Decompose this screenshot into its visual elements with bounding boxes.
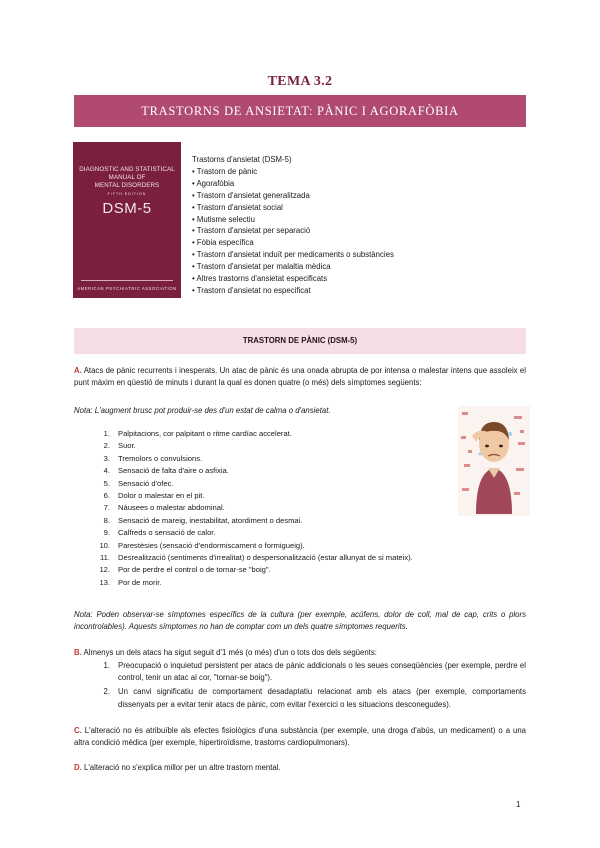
list-item: • Trastorn d'ansietat generalitzada: [192, 190, 310, 200]
criterion-b: [74, 647, 526, 659]
book-edition: FIFTH EDITION: [107, 192, 147, 196]
criterion-letter: D.: [74, 763, 82, 772]
criterion-c: [74, 725, 526, 749]
list-item: 1. Preocupació o inquietud persistent per atacs de pànic addicionals o les seues conseqüències (per exemple, perdre el control, tenir un atac al cor, "tornar-se boig").: [103, 661, 526, 683]
list-item: 3. Tremolors o convulsions.: [103, 453, 203, 463]
book-dsm5-label: DSM-5: [102, 200, 152, 217]
list-item: • Trastorn d'ansietat per malaltia mèdica: [192, 262, 331, 272]
list-item: 9. Calfreds o sensació de calor.: [103, 528, 216, 538]
list-item: 8. Sensació de mareig, inestabilitat, atordiment o desmai.: [103, 515, 303, 525]
criterion-text: Almenys un dels atacs ha sigut seguit d'1 més (o més) d'un o tots dos dels següents:: [81, 648, 377, 657]
list-item: 6. Dolor o malestar en el pit.: [103, 491, 205, 501]
list-item: • Trastorn de pànic: [192, 166, 258, 176]
criterion-letter: C.: [74, 726, 82, 735]
topic-number: TEMA 3.2: [267, 74, 333, 89]
book-title: DIAGNOSTIC AND STATISTICAL MANUAL OF MENTAL DISORDERS: [79, 166, 175, 189]
list-item: • Trastorn d'ansietat social: [192, 202, 283, 212]
section-header: [74, 328, 526, 354]
list-item: 2. Suor.: [103, 441, 136, 451]
criterion-b-list: [86, 660, 526, 711]
book-divider: [81, 280, 173, 281]
anxiety-disorders-list: [192, 154, 422, 297]
list-item: • Trastorn d'ansietat induït per medicaments o substàncies: [192, 250, 394, 260]
list-item: • Altres trastorns d'ansietat especificats: [192, 274, 328, 284]
list-item: • Trastorn d'ansietat no especificat: [192, 285, 311, 295]
section-title: TRASTORN DE PÀNIC (DSM-5): [242, 336, 358, 345]
list-item: • Trastorn d'ansietat per separació: [192, 226, 311, 236]
criterion-text: L'alteració no s'explica millor per un altre trastorn mental.: [81, 763, 281, 772]
topic-title: TRASTORNS DE ANSIETAT: PÀNIC I AGORAFÒBIA: [141, 104, 459, 118]
criterion-text: L'alteració no és atribuïble als efectes fisiològics d'una substància (per exemple, una droga d'abús, un medicament) o a una altra condició mèdica (per exemple, hipertiroïdisme, trastorns cardiopulmonars).: [74, 726, 526, 748]
list-item: 13. Por de morir.: [99, 577, 162, 587]
list-item: 12. Por de perdre el control o de tornar-se "boig".: [99, 565, 271, 575]
list-item: 10. Parestèsies (sensació d'endormiscament o formigueig).: [99, 540, 305, 550]
list-item: 2. Un canvi significatiu de comportament desadaptatiu relacionat amb els atacs (per exemple, comportaments dissenyats per a evitar tenir atacs de pànic, com evitar l'exercici o les situacions desconegudes).: [103, 687, 526, 709]
page-number: 1: [516, 800, 521, 809]
list-item: • Fòbia específica: [192, 238, 254, 248]
list-heading: Trastorns d'ansietat (DSM-5): [192, 155, 292, 164]
criterion-text: Atacs de pànic recurrents i inesperats. Un atac de pànic és una onada abrupta de por intensa o malestar intens que assoleix el punt màxim en qüestió de minuts i durant la qual es donen quatre (o més) dels símptomes següents:: [74, 366, 526, 388]
criterion-letter: A.: [74, 366, 82, 375]
list-item: 11. Desrealització (sentiments d'irrealitat) o despersonalització (estar allunyat de si mateix).: [100, 553, 413, 563]
criterion-a: [74, 365, 526, 389]
criterion-letter: B.: [74, 648, 82, 657]
book-publisher: AMERICAN PSYCHIATRIC ASSOCIATION: [77, 286, 177, 291]
topic-title-banner: [74, 95, 526, 127]
list-item: 7. Nàusees o malestar abdominal.: [103, 503, 225, 513]
list-item: 4. Sensació de falta d'aire o asfixia.: [103, 466, 229, 476]
symptom-list: [86, 428, 416, 589]
note-onset: Nota: L'augment brusc pot produir-se des d'un estat de calma o d'ansietat.: [74, 406, 331, 415]
anxious-man-illustration: [458, 406, 530, 516]
dsm5-book-cover: [73, 142, 181, 298]
list-item: 5. Sensació d'ofec.: [103, 478, 174, 488]
criterion-d: [74, 762, 526, 774]
list-item: • Agorafòbia: [192, 178, 235, 188]
list-item: 1. Palpitacions, cor palpitant o ritme cardíac accelerat.: [103, 429, 292, 438]
list-item: • Mutisme selectiu: [192, 214, 255, 224]
note-cultural: Nota: Poden observar-se símptomes específics de la cultura (per exemple, acúfens, dolor de coll, mal de cap, crits o plors incontrolables). Aquests símptomes no han de comptar com un dels quatre símptomes requerits.: [74, 610, 526, 632]
